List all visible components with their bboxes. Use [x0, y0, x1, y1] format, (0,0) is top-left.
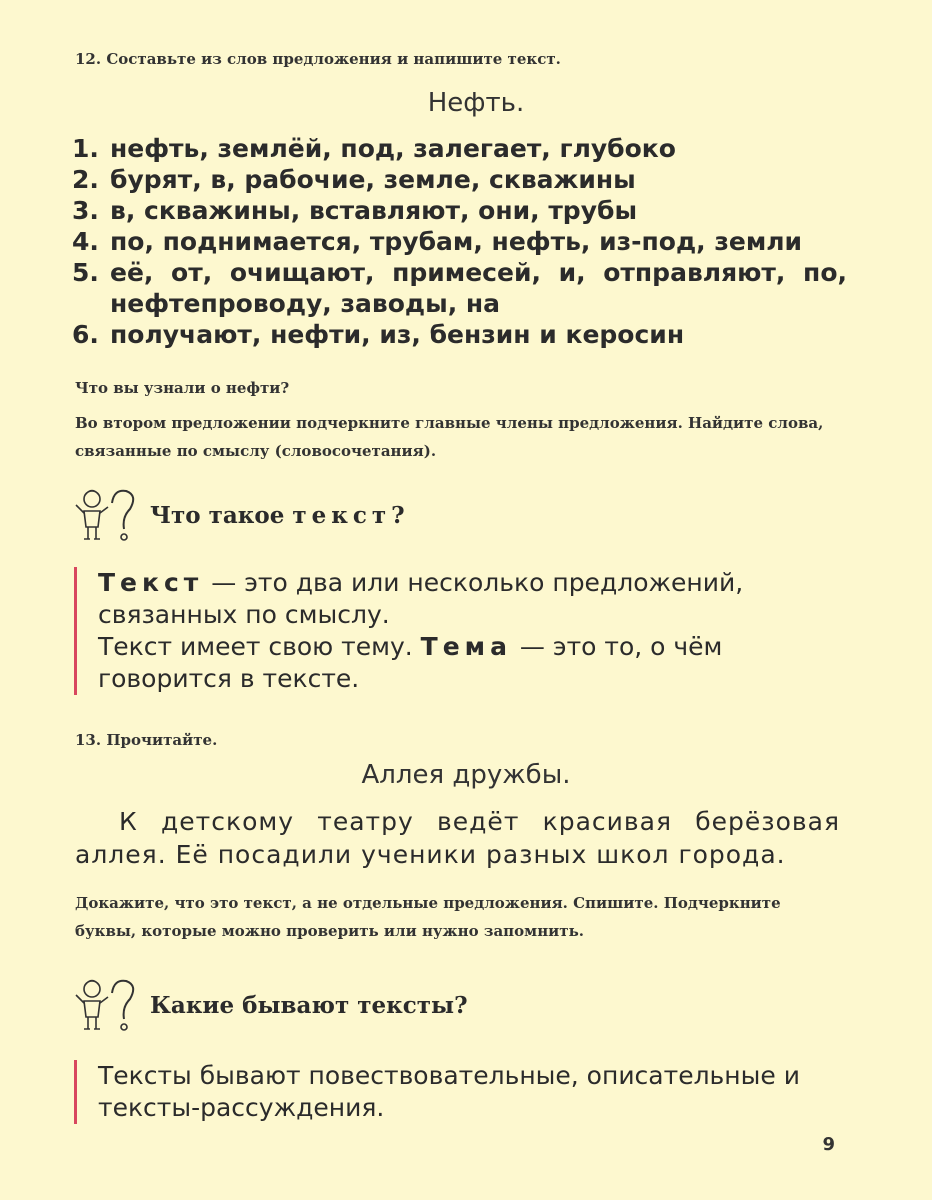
- sentence-number: 2.: [72, 165, 99, 194]
- heading-what-is-text: [72, 485, 405, 545]
- rule-bar: [74, 567, 77, 695]
- definition-text: — это два или несколько предложений, связанных по смыслу.: [98, 568, 744, 629]
- task-13-number: 13.: [75, 731, 102, 749]
- task-12-number: 12.: [75, 50, 102, 68]
- theme-intro: Текст имеет свою тему.: [98, 632, 421, 661]
- sentence-words: получают, нефти, из, бензин и керосин: [110, 320, 685, 349]
- task-12-instruction: Составьте из слов предложения и напишите текст.: [106, 50, 561, 68]
- term-text: Текст: [98, 568, 204, 597]
- heading-text: Какие бывают тексты?: [150, 991, 468, 1019]
- sentence-words: в, скважины, вставляют, они, трубы: [110, 196, 638, 225]
- alley-title: Аллея дружбы.: [361, 760, 571, 790]
- boy-question-mark-icon: [72, 975, 142, 1035]
- alley-paragraph: К детскому театру ведёт красивая берёзовая аллея. Её посадили ученики разных школ города.: [75, 807, 840, 869]
- sentence-words: по, поднимается, трубам, нефть, из-под, земли: [110, 227, 803, 256]
- sentence-number: 5.: [72, 258, 99, 287]
- sentence-item: [72, 257, 847, 319]
- sentence-list: [72, 133, 847, 350]
- heading-text-types: [72, 975, 468, 1035]
- question-prove: Докажите, что это текст, а не отдельные предложения. Спишите. Подчеркните буквы, которые можно проверить или нужно запомнить.: [75, 894, 781, 940]
- heading-text: [150, 502, 405, 529]
- sentence-number: 6.: [72, 320, 99, 349]
- sentence-words: нефть, землёй, под, залегает, глубоко: [110, 134, 676, 163]
- sentence-words: бурят, в, рабочие, земле, скважины: [110, 165, 636, 194]
- rule-text-types: [98, 1060, 848, 1124]
- oil-title: Нефть.: [427, 88, 525, 118]
- definition-theme: — это то, о чём говорится в тексте.: [98, 632, 723, 693]
- sentence-item: [72, 226, 847, 257]
- sentence-item: [72, 133, 847, 164]
- sentence-item: [72, 164, 847, 195]
- sentence-number: 4.: [72, 227, 99, 256]
- question-underline: Во втором предложении подчеркните главные члены предложения. Найдите слова, связанные по смыслу (словосочетания).: [75, 414, 824, 460]
- page-number: 9: [822, 1134, 835, 1155]
- rule-bar: [74, 1060, 77, 1124]
- sentence-item: [72, 319, 847, 350]
- sentence-item: [72, 195, 847, 226]
- task-13: [75, 727, 217, 755]
- boy-question-mark-icon: [72, 485, 142, 545]
- rule-text-definition: [98, 567, 848, 695]
- term-theme: Тема: [420, 632, 512, 661]
- sentence-words: её, от, очищают, примесей, и, отправляют, по, нефтепроводу, заводы, на: [110, 258, 847, 318]
- sentence-number: 1.: [72, 134, 99, 163]
- heading-suffix: ?: [391, 501, 405, 529]
- heading-spaced-word: текст: [292, 501, 392, 529]
- sentence-number: 3.: [72, 196, 99, 225]
- task-12: [75, 46, 561, 74]
- question-oil: Что вы узнали о нефти?: [75, 379, 290, 397]
- task-13-instruction: Прочитайте.: [106, 731, 218, 749]
- text-types-definition: Тексты бывают повествовательные, описательные и тексты-рассуждения.: [98, 1061, 800, 1122]
- heading-prefix: Что такое: [150, 501, 293, 529]
